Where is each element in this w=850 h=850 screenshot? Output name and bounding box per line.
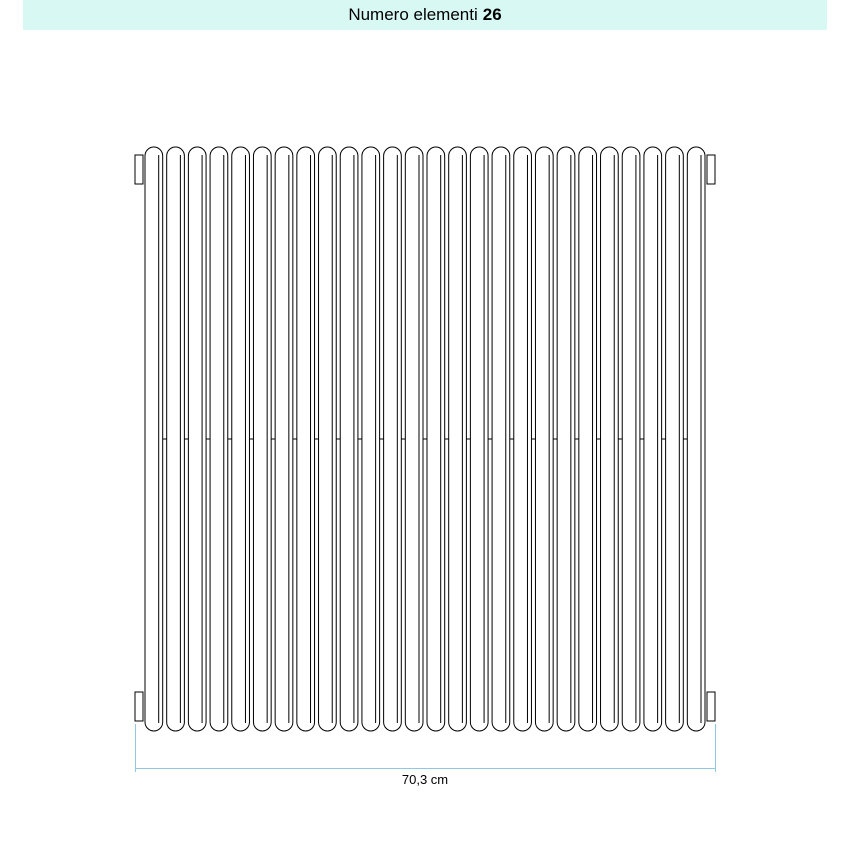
right-bottom-bracket	[707, 692, 715, 721]
radiator-tube	[666, 147, 684, 731]
radiator-tubes	[145, 147, 705, 731]
radiator-tube	[492, 147, 510, 731]
radiator-tube	[232, 147, 250, 731]
radiator-tube	[384, 147, 402, 731]
width-label: 70,3 cm	[401, 772, 449, 787]
radiator-tube	[340, 147, 358, 731]
radiator-tube	[535, 147, 553, 731]
radiator-tube	[601, 147, 619, 731]
radiator-tube	[210, 147, 228, 731]
radiator-tube	[427, 147, 445, 731]
radiator-tube	[167, 147, 185, 731]
radiator-tube	[405, 147, 423, 731]
radiator-tube	[579, 147, 597, 731]
left-top-bracket	[135, 155, 143, 184]
radiator-tube	[253, 147, 271, 731]
radiator-tube	[514, 147, 532, 731]
radiator-tube	[188, 147, 206, 731]
left-bottom-bracket	[135, 692, 143, 721]
radiator-tube	[145, 147, 163, 731]
width-dimension	[136, 724, 716, 772]
radiator-tube	[362, 147, 380, 731]
radiator-tube	[297, 147, 315, 731]
radiator-tube	[622, 147, 640, 731]
radiator-tube	[275, 147, 293, 731]
radiator-tube	[687, 147, 705, 731]
radiator-tube	[470, 147, 488, 731]
radiator-tube	[319, 147, 337, 731]
right-top-bracket	[707, 155, 715, 184]
title-label: Numero elementi	[348, 5, 478, 24]
element-count: 26	[482, 5, 502, 24]
radiator-tube	[557, 147, 575, 731]
radiator-tube	[644, 147, 662, 731]
radiator-tube	[449, 147, 467, 731]
